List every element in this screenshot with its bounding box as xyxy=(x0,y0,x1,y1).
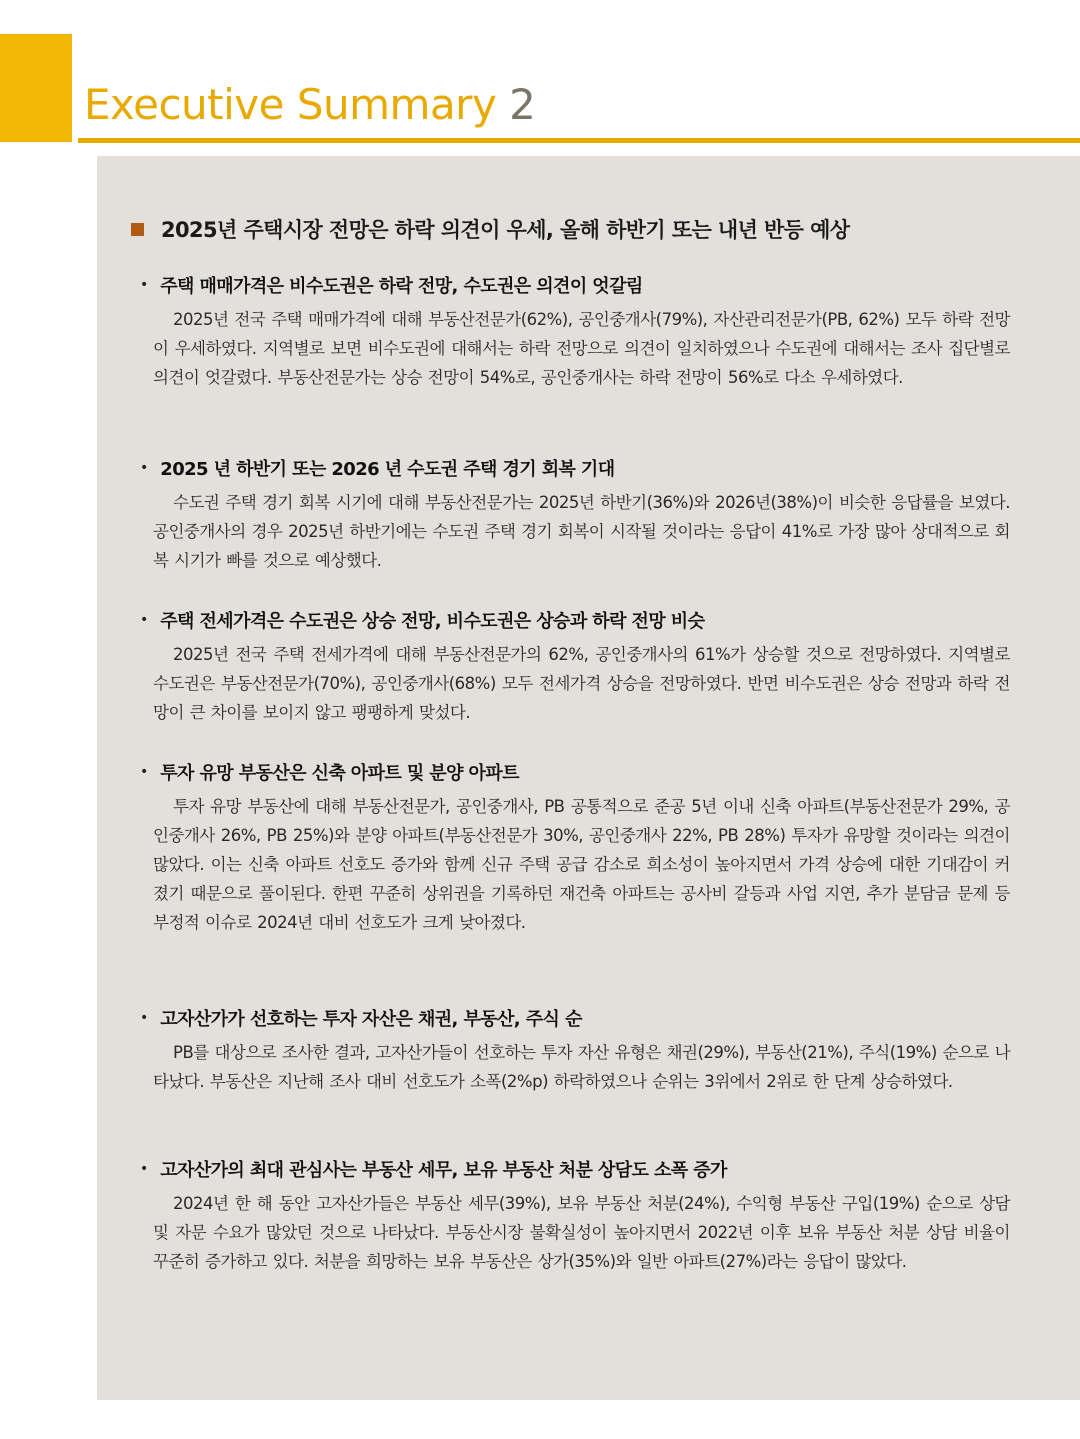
section-title xyxy=(140,605,1010,635)
headline-text: 2025년 주택시장 전망은 하락 의견이 우세, 올해 하반기 또는 내년 반등 예상 xyxy=(161,218,850,242)
section-body: PB를 대상으로 조사한 결과, 고자산가들이 선호하는 투자 자산 유형은 채권(29%), 부동산(21%), 주식(19%) 순으로 나타났다. 부동산은 지난해 조사 대비 선호도가 소폭(2%p) 하락하였으나 순위는 3위에서 2위로 한 단계 상승하였다. xyxy=(153,1043,1011,1091)
section-title-text: 2025 년 하반기 또는 2026 년 수도권 주택 경기 회복 기대 xyxy=(160,459,615,480)
headline xyxy=(131,214,849,244)
page-title xyxy=(84,80,536,129)
section-title xyxy=(140,757,1010,787)
section-title-text: 주택 전세가격은 수도권은 상승 전망, 비수도권은 상승과 하락 전망 비슷 xyxy=(160,611,705,632)
bullet-dot-icon: • xyxy=(140,612,149,628)
section-body: 2025년 전국 주택 매매가격에 대해 부동산전문가(62%), 공인중개사(79%), 자산관리전문가(PB, 62%) 모두 하락 전망이 우세하였다. 지역별로 보면 비수도권에 대해서는 하락 전망으로 의견이 일치하였으나 수도권에 대해서는 조사 집단별로 의견이 엇갈렸다. 부동산전문가는 상승 전망이 54%로, 공인중개사는 하락 전망이 56%로 다소 우세하였다. xyxy=(153,310,1010,387)
section-jeonse-price xyxy=(140,605,1010,727)
bullet-dot-icon: • xyxy=(140,1010,149,1026)
bullet-dot-icon: • xyxy=(140,764,149,780)
title-main: Executive Summary xyxy=(84,80,497,129)
title-underline xyxy=(78,138,1080,143)
section-title xyxy=(140,270,1010,300)
section-recovery-timing xyxy=(140,453,1010,575)
section-title-text: 고자산가가 선호하는 투자 자산은 채권, 부동산, 주식 순 xyxy=(160,1009,582,1030)
section-title xyxy=(140,1003,1010,1033)
title-number: 2 xyxy=(509,80,536,129)
section-title-text: 고자산가의 최대 관심사는 부동산 세무, 보유 부동산 처분 상담도 소폭 증가 xyxy=(160,1160,727,1181)
bullet-dot-icon: • xyxy=(140,1161,149,1177)
section-promising-investment xyxy=(140,757,1010,937)
section-title-text: 주택 매매가격은 비수도권은 하락 전망, 수도권은 의견이 엇갈림 xyxy=(160,276,643,297)
bullet-dot-icon: • xyxy=(140,460,149,476)
section-main-concerns xyxy=(140,1154,1010,1276)
section-title-text: 투자 유망 부동산은 신축 아파트 및 분양 아파트 xyxy=(160,763,519,784)
section-body: 수도권 주택 경기 회복 시기에 대해 부동산전문가는 2025년 하반기(36%)와 2026년(38%)이 비슷한 응답률을 보였다. 공인중개사의 경우 2025년 하반기에는 수도권 주택 경기 회복이 시작될 것이라는 응답이 41%로 가장 많아 상대적으로 회복 시기가 빠를 것으로 예상했다. xyxy=(153,493,1010,570)
section-title xyxy=(140,1154,1010,1184)
square-bullet-icon xyxy=(131,223,144,236)
section-body: 2025년 전국 주택 전세가격에 대해 부동산전문가의 62%, 공인중개사의 61%가 상승할 것으로 전망하였다. 지역별로 수도권은 부동산전문가(70%), 공인중개사(68%) 모두 전세가격 상승을 전망하였다. 반면 비수도권은 상승 전망과 하락 전망이 큰 차이를 보이지 않고 팽팽하게 맞섰다. xyxy=(153,645,1010,722)
bullet-dot-icon: • xyxy=(140,277,149,293)
section-body: 2024년 한 해 동안 고자산가들은 부동산 세무(39%), 보유 부동산 처분(24%), 수익형 부동산 구입(19%) 순으로 상담 및 자문 수요가 많았던 것으로 나타났다. 부동산시장 불확실성이 높아지면서 2022년 이후 보유 부동산 처분 상담 비율이 꾸준히 증가하고 있다. 처분을 희망하는 보유 부동산은 상가(35%)와 일반 아파트(27%)라는 응답이 많았다. xyxy=(153,1194,1010,1271)
section-title xyxy=(140,453,1010,483)
corner-accent-block xyxy=(0,34,72,142)
section-preferred-assets xyxy=(140,1003,1010,1096)
section-body: 투자 유망 부동산에 대해 부동산전문가, 공인중개사, PB 공통적으로 준공 5년 이내 신축 아파트(부동산전문가 29%, 공인중개사 26%, PB 25%)와 분양 아파트(부동산전문가 30%, 공인중개사 22%, PB 28%) 투자가 유망할 것이라는 의견이 많았다. 이는 신축 아파트 선호도 증가와 함께 신규 주택 공급 감소로 희소성이 높아지면서 가격 상승에 대한 기대감이 커졌기 때문으로 풀이된다. 한편 꾸준히 상위권을 기록하던 재건축 아파트는 공사비 갈등과 사업 지연, 추가 분담금 문제 등 부정적 이슈로 2024년 대비 선호도가 크게 낮아졌다. xyxy=(153,797,1010,932)
section-sales-price xyxy=(140,270,1010,392)
